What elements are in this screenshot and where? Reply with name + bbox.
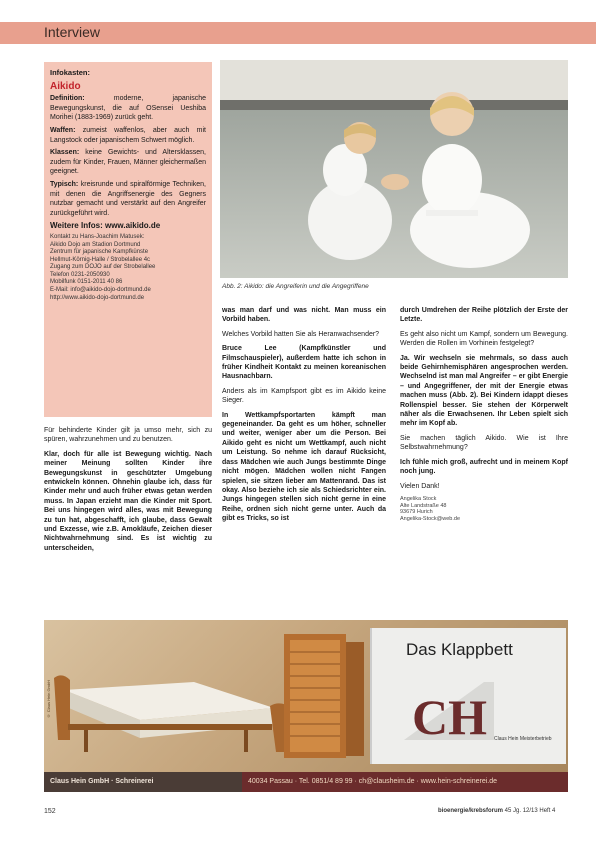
photo-caption: Abb. 2: Aikido: die Angreiferin und die Angegriffene (222, 283, 369, 290)
advertisement (44, 620, 568, 792)
author-address (400, 496, 568, 522)
answer: In Wettkampfsportarten kämpft man gegeneinander. Da geht es um höher, schneller und weiter, weniger aber um die Person. Bei Aikido geht es nicht um Wettkampf, auch nicht um Leistung. So nehme ich darauf Rücksicht, dass Mädchen wie auch Jungs bestimmte Dinge nicht mögen. Mädchen wollen nicht Fangen spielen, sie sitzen lieber am Mattenrand. Das ist okay. Also beziehe ich sie als Schiedsrichter ein. Jungs hingegen stellen sich nicht gerne in eine Reihe, ordnen sich nicht gerne unter. Auch da gibt es Tricks, so ist (222, 411, 386, 523)
question: Anders als im Kampfsport gibt es im Aikido keine Sieger. (222, 387, 386, 405)
infobox-heading: Aikido (50, 80, 81, 92)
address-line: 93679 Hurich (400, 509, 433, 516)
infobox (44, 62, 212, 417)
contact-line: Zugang zum DOJO auf der Strobelallee (50, 264, 156, 271)
paragraph: Klar, doch für alle ist Bewegung wichtig. Nach meiner Meinung sollten Kinder ihre Bewegungskunst in geschützter Umgebung entwickeln können. Ohnehin glaube ich, dass für Kinder mehr und auch früher etwas getan werden muss. In Japan erzieht man die Kinder mit Sport. Bei uns hingegen wird alles, was mit Bewegung zu tun hat, abgeschafft, ich glaube, dass Gewalt und Exzesse, wie z.B. Amokläufe, Zeichen dieser Nichtwahrnehmung sind. Es ist wichtig zu unterscheiden, (44, 450, 212, 552)
contact-line: Aikido Dojo am Stadion Dortmund (50, 241, 141, 248)
page-number: 152 (44, 808, 56, 815)
article-column-3 (400, 306, 568, 600)
closing: Vielen Dank! (400, 482, 440, 490)
infobox-definition: Definition: moderne, japanische Bewegungskunst, die auf OSensei Ueshiba Morihei (1883-1969) zurück geht. (50, 95, 206, 122)
contact-line: Kontakt zu Hans-Joachim Matusek: (50, 233, 145, 240)
infobox-web: Weitere Infos: www.aikido.de (50, 221, 161, 231)
magazine-footer: bioenergie/krebsforum 45 Jg. 12/13 Heft 4 (438, 808, 556, 814)
question: Sie machen täglich Aikido. Wie ist Ihre Selbstwahrnehmung? (400, 434, 568, 452)
contact-line: Mobilfunk 0151-2011 40 86 (50, 279, 123, 286)
infobox-weapons: Waffen: zumeist waffenlos, aber auch mit Langstock oder japanischem Schwert möglich. (50, 126, 206, 144)
article-column-2 (222, 306, 386, 600)
ad-brand: Claus Hein GmbH · Schreinerei (50, 778, 154, 785)
infobox-typical: Typisch: kreisrunde und spiralförmige Techniken, mit denen die Angriffsenergie des Gegners nutzbar gemacht und verstärkt auf den Angreifer zurückgeführt wird. (50, 180, 206, 217)
ad-title: Das Klappbett (406, 640, 513, 659)
contact-line: Zentrum für japanische Kampfkünste (50, 249, 149, 256)
contact-line: E-Mail: info@aikido-dojo-dortmund.de (50, 287, 151, 294)
logo-subtext: Claus Hein Meisterbetrieb (494, 736, 552, 742)
question: Welches Vorbild hatten Sie als Heranwachsender? (222, 330, 380, 338)
answer: Bruce Lee (Kampfkünstler und Filmschauspieler), außerdem hatte ich schon in früher Kindheit Kontakt zu meinen koreanischen Hausnachbarn. (222, 345, 386, 381)
infobox-contact (50, 234, 206, 302)
paragraph: Für behinderte Kinder gilt ja umso mehr, sich zu spüren, wahrzunehmen und zu benutzen. (44, 427, 212, 444)
infobox-classes: Klassen: keine Gewichts- und Altersklassen, zudem für Kinder, Frauen, Männer gleichermaßen geeignet. (50, 149, 206, 176)
aikido-photo (220, 60, 568, 278)
contact-line: Telefon 0231-2050930 (50, 271, 110, 278)
address-line: Alte Landstraße 48 (400, 502, 447, 509)
ad-side-credit: © Claus Hein GmbH (46, 680, 51, 719)
answer: Ich fühle mich groß, aufrecht und in meinem Kopf noch jung. (400, 458, 568, 476)
contact-line: Hellmut-Körnig-Halle / Strobelallee 4c (50, 256, 151, 263)
claus-hein-logo (404, 682, 494, 742)
infobox-label: Infokasten: (50, 68, 91, 77)
answer: Ja. Wir wechseln sie mehrmals, so dass auch beide Gehirnhemisphären angesprochen werden. Wechselnd ist man mal Angreifer – er gibt Energie – und Angegriffener, der mit der Energie etwas machen muss (Abb. 2). Bei Kindern idappt dieses Rollenspiel besser. Sie stehen der Körperwelt näher als die Erwachsenen. Ihr Leben spielt sich mehr im Kopf ab. (400, 354, 568, 428)
section-title: Interview (44, 24, 101, 40)
address-line: Angelika-Stock@web.de (400, 515, 461, 522)
contact-line: http://www.aikido-dojo-dortmund.de (50, 294, 145, 301)
address-line: Angelika Stock (400, 495, 437, 502)
aikido-photo-illustration (220, 60, 568, 278)
paragraph: durch Umdrehen der Reihe plötzlich der Erste der Letzte. (400, 307, 568, 324)
bed-illustration (44, 620, 374, 772)
ad-contact-bar (44, 772, 568, 792)
logo-letters: CH (412, 689, 487, 742)
question: Es geht also nicht um Kampf, sondern um Bewegung. Werden die Rollen im Vorhinein festgelegt? (400, 330, 568, 348)
article-column-1 (44, 426, 212, 598)
ad-contact: 40034 Passau · Tel. 0851/4 89 99 · ch@clausheim.de · www.hein-schreinerei.de (242, 772, 568, 792)
paragraph: was man darf und was nicht. Man muss ein Vorbild haben. (222, 307, 386, 324)
